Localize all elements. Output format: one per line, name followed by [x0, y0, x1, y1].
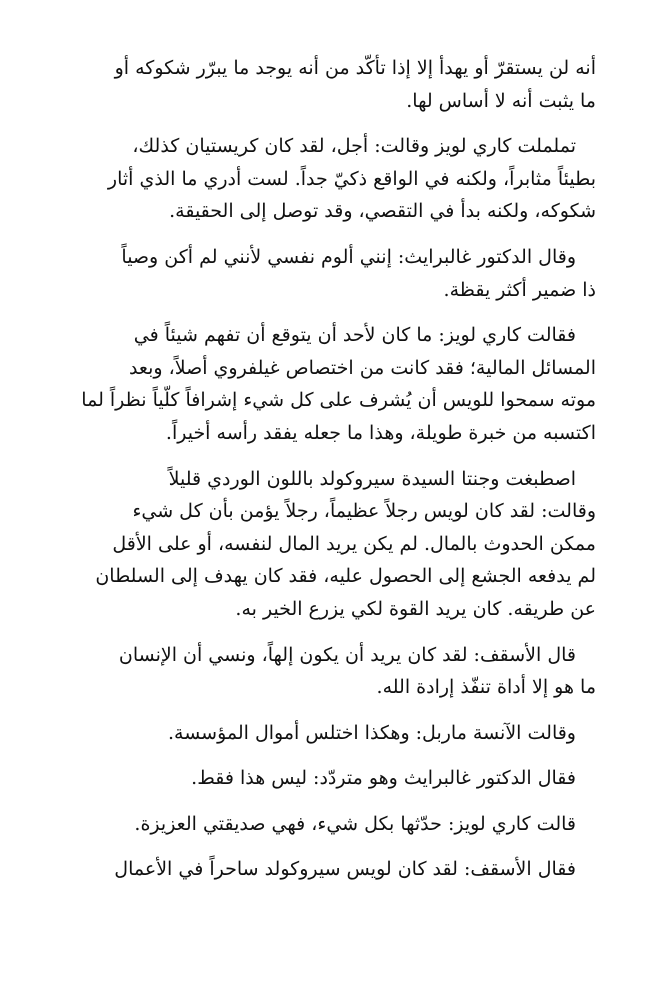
paragraph [76, 463, 596, 626]
text-line: وقال الدكتور غالبرايث: إنني ألوم نفسي لأنني لم أكن وصياً [121, 245, 576, 268]
text-line: لم يدفعه الجشع إلى الحصول عليه، فقد كان يهدف إلى السلطان [95, 565, 596, 588]
text-line: المسائل المالية؛ فقد كانت من اختصاص غيلفروي أصلاً، وبعد [128, 356, 596, 379]
paragraph [76, 639, 596, 704]
text-line: أنه لن يستقرّ أو يهدأ إلا إذا تأكّد من أنه يوجد ما يبرّر شكوكه أو [114, 57, 596, 79]
book-page [76, 52, 596, 899]
paragraph [76, 241, 596, 306]
text-line: عن طريقه. كان يريد القوة لكي يزرع الخير به. [235, 597, 596, 620]
paragraph [76, 319, 596, 449]
text-line: اكتسبه من خبرة طويلة، وهذا ما جعله يفقد رأسه أخيراً. [165, 421, 596, 444]
text-line: قالت كاري لويز: حدّثها بكل شيء، فهي صديقتي العزيزة. [134, 812, 576, 835]
text-line: موته سمحوا للويس أن يُشرف على كل شيء إشرافاً كلّياً نظراً لما [81, 389, 596, 412]
paragraph [76, 717, 596, 750]
paragraph [76, 853, 596, 886]
text-line: تململت كاري لويز وقالت: أجل، لقد كان كريستيان كذلك، [132, 135, 576, 158]
text-line: بطيئاً مثابراً، ولكنه في الواقع ذكيّ جداً. لست أدري ما الذي أثار [107, 167, 596, 190]
text-line: فقالت كاري لويز: ما كان لأحد أن يتوقع أن تفهم شيئاً في [133, 324, 576, 347]
paragraph [76, 52, 596, 117]
paragraph [76, 762, 596, 795]
text-line: قال الأسقف: لقد كان يريد أن يكون إلهاً، ونسي أن الإنسان [118, 643, 576, 666]
paragraph [76, 130, 596, 228]
text-line: ما يثبت أنه لا أساس لها. [406, 89, 596, 112]
paragraph [76, 808, 596, 841]
text-line: ما هو إلا أداة تنفّذ إرادة الله. [376, 676, 596, 699]
text-line: ذا ضمير أكثر يقظة. [443, 278, 596, 301]
text-line: وقالت: لقد كان لويس رجلاً عظيماً، رجلاً يؤمن بأن كل شيء [132, 500, 596, 523]
text-line: وقالت الآنسة ماربل: وهكذا اختلس أموال المؤسسة. [167, 721, 576, 744]
text-line: فقال الدكتور غالبرايث وهو متردّد: ليس هذا فقط. [191, 767, 576, 790]
text-line: ممكن الحدوث بالمال. لم يكن يريد المال لنفسه، أو على الأقل [112, 532, 596, 555]
text-line: فقال الأسقف: لقد كان لويس سيروكولد ساحراً في الأعمال [114, 858, 576, 881]
text-line: شكوكه، ولكنه بدأ في التقصي، وقد توصل إلى الحقيقة. [169, 200, 596, 223]
text-line: اصطبغت وجنتا السيدة سيروكولد باللون الوردي قليلاً [168, 467, 576, 490]
